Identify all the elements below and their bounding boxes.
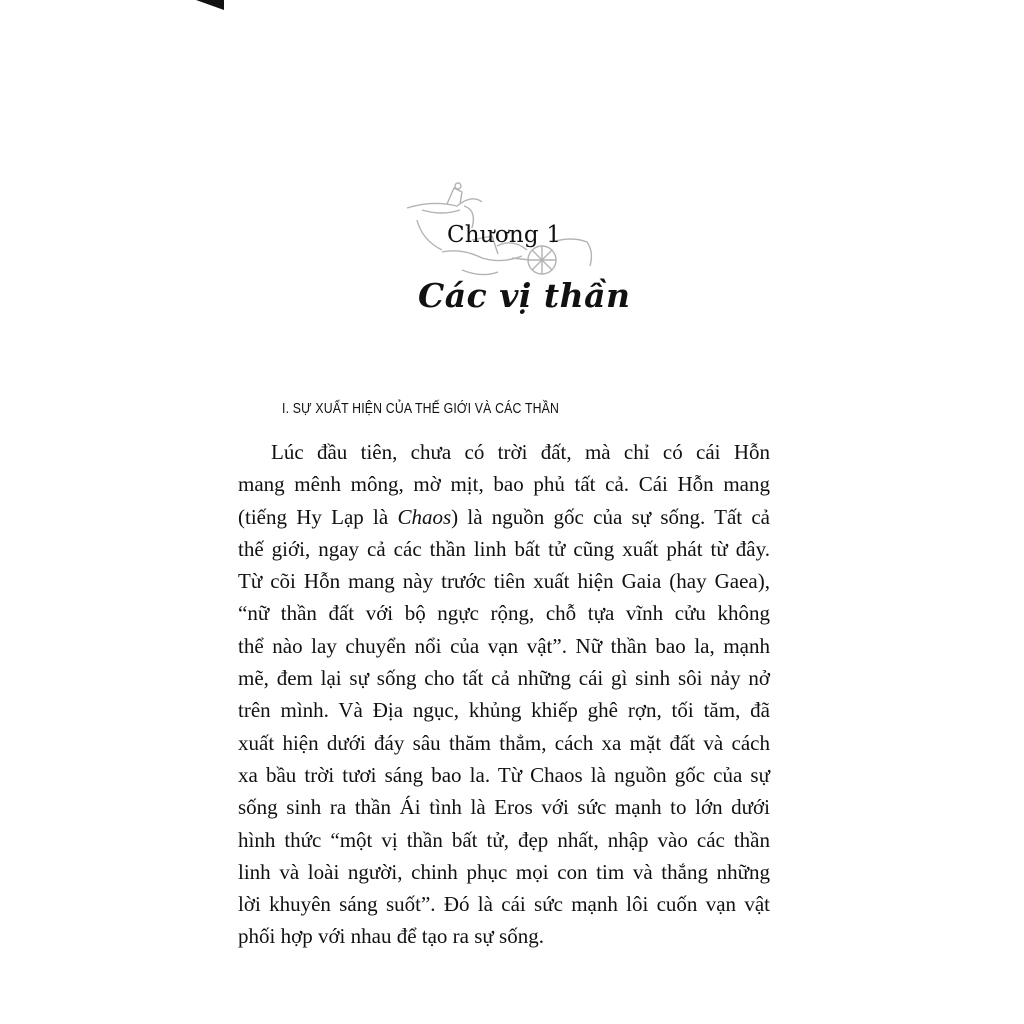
italic-term: Chaos — [397, 504, 452, 529]
paragraph-line: “nữ thần đất với bộ ngực rộng, chỗ tựa vĩnh cửu không — [238, 601, 770, 626]
paragraph-line-tail: ) là nguồn gốc của sự sống. Tất cả — [451, 504, 770, 529]
paragraph-line: Từ cõi Hỗn mang này trước tiên xuất hiện Gaia (hay Gaea), — [238, 569, 770, 594]
section-heading: I. SỰ XUẤT HIỆN CỦA THẾ GIỚI VÀ CÁC THẦN — [282, 400, 560, 417]
paragraph-line-head: (tiếng Hy Lạp là — [238, 504, 398, 529]
body-paragraph — [238, 436, 770, 953]
paragraph-line: xa bầu trời tươi sáng bao la. Từ Chaos là nguồn gốc của sự — [238, 762, 770, 787]
paragraph-line: linh và loài người, chinh phục mọi con tim và thắng những — [238, 859, 770, 884]
paragraph-line: thế giới, ngay cả các thần linh bất tử cũng xuất phát từ đây. — [238, 536, 770, 561]
paragraph-line: mang mênh mông, mờ mịt, bao phủ tất cả. Cái Hỗn mang — [238, 472, 770, 497]
paragraph-line: sống sinh ra thần Ái tình là Eros với sức mạnh to lớn dưới — [238, 795, 770, 820]
paragraph-line: Lúc đầu tiên, chưa có trời đất, mà chỉ có cái Hỗn — [271, 440, 770, 464]
paragraph-line: hình thức “một vị thần bất tử, đẹp nhất, nhập vào các thần — [238, 827, 770, 852]
paragraph-line: trên mình. Và Địa ngục, khủng khiếp ghê rợn, tối tăm, đã — [238, 698, 770, 723]
corner-mark — [196, 0, 224, 10]
chapter-title: Các vị thần — [418, 276, 631, 315]
paragraph-line: lời khuyên sáng suốt”. Đó là cái sức mạnh lôi cuốn vạn vật — [238, 892, 770, 917]
paragraph-line: mẽ, đem lại sự sống cho tất cả những cái gì sinh sôi nảy nở — [238, 666, 770, 691]
chapter-label: Chương 1 — [447, 222, 562, 248]
paragraph-line: phối hợp với nhau để tạo ra sự sống. — [238, 924, 544, 949]
paragraph-line: thể nào lay chuyển nổi của vạn vật”. Nữ thần bao la, mạnh — [238, 633, 770, 658]
paragraph-line: xuất hiện dưới đáy sâu thăm thẳm, cách xa mặt đất và cách — [238, 730, 770, 755]
paragraph-line — [238, 501, 770, 533]
